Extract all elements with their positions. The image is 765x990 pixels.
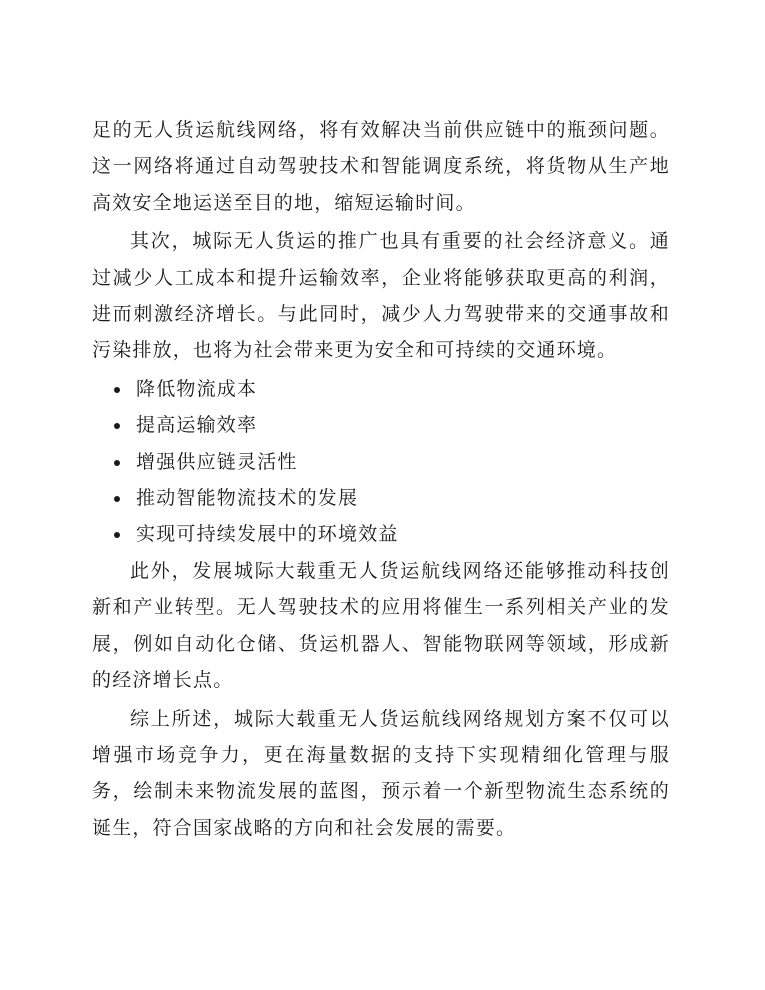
list-item-label: 降低物流成本 (136, 377, 258, 400)
list-item-label: 增强供应链灵活性 (136, 450, 298, 473)
list-item (92, 516, 670, 552)
list-item-label: 推动智能物流技术的发展 (136, 487, 359, 510)
list-item-label: 提高运输效率 (136, 414, 258, 437)
list-item (92, 407, 670, 443)
list-item (92, 480, 670, 516)
bullet-icon (114, 423, 120, 429)
bullet-icon (114, 496, 120, 502)
paragraph-socioeconomic: 其次，城际无人货运的推广也具有重要的社会经济意义。通过减少人工成本和提升运输效率，企业将能够获取更高的利润，进而刺激经济增长。与此同时，减少人力驾驶带来的交通事故和污染排放，也将为社会带来更为安全和可持续的交通环境。 (92, 230, 670, 362)
list-item (92, 444, 670, 480)
bullet-icon (114, 532, 120, 538)
paragraph-conclusion: 综上所述，城际大载重无人货运航线网络规划方案不仅可以增强市场竞争力，更在海量数据的支持下实现精细化管理与服务，绘制未来物流发展的蓝图，预示着一个新型物流生态系统的诞生，符合国家战略的方向和社会发展的需要。 (92, 707, 670, 839)
list-item (92, 371, 670, 407)
paragraph-supply-chain: 足的无人货运航线网络，将有效解决当前供应链中的瓶颈问题。这一网络将通过自动驾驶技术和智能调度系统，将货物从生产地高效安全地运送至目的地，缩短运输时间。 (92, 119, 670, 214)
paragraph-innovation: 此外，发展城际大载重无人货运航线网络还能够推动科技创新和产业转型。无人驾驶技术的应用将催生一系列相关产业的发展，例如自动化仓储、货运机器人、智能物联网等领域，形成新的经济增长点。 (92, 559, 670, 692)
bullet-icon (114, 387, 120, 393)
list-item-label: 实现可持续发展中的环境效益 (136, 523, 399, 546)
bullet-icon (114, 460, 120, 466)
benefits-bullet-list (92, 371, 670, 553)
